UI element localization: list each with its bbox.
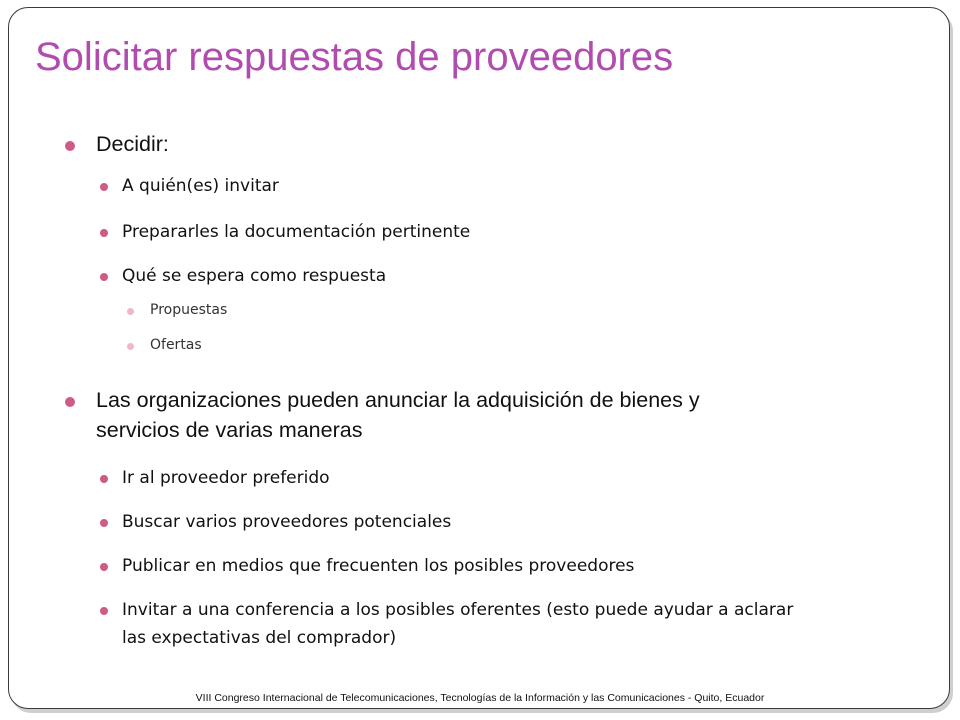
slide-title: Solicitar respuestas de proveedores	[35, 35, 674, 79]
bullet-invitar-conferencia-line2: las expectativas del comprador)	[122, 628, 397, 648]
bullet-dot	[65, 397, 75, 407]
bullet-las-organizaciones-line2: servicios de varias maneras	[96, 418, 363, 442]
bullet-dot	[127, 308, 134, 315]
bullet-ofertas: Ofertas	[150, 337, 202, 353]
bullet-dot	[127, 343, 134, 350]
bullet-a-quien-invitar: A quién(es) invitar	[122, 176, 279, 196]
bullet-buscar-proveedores: Buscar varios proveedores potenciales	[122, 512, 452, 532]
bullet-publicar-medios: Publicar en medios que frecuenten los posibles proveedores	[122, 556, 635, 576]
bullet-dot	[100, 183, 108, 191]
bullet-dot	[100, 273, 108, 281]
bullet-ir-al-proveedor: Ir al proveedor preferido	[122, 468, 330, 488]
bullet-invitar-conferencia-line1: Invitar a una conferencia a los posibles oferentes (esto puede ayudar a aclarar	[122, 600, 794, 620]
bullet-dot	[65, 141, 75, 151]
bullet-prepararles-documentacion: Prepararles la documentación pertinente	[122, 222, 471, 242]
bullet-dot	[100, 519, 108, 527]
bullet-dot	[100, 563, 108, 571]
bullet-las-organizaciones-line1: Las organizaciones pueden anunciar la adquisición de bienes y	[96, 388, 700, 412]
bullet-dot	[100, 607, 108, 615]
bullet-propuestas: Propuestas	[150, 302, 228, 318]
bullet-dot	[100, 229, 108, 237]
bullet-dot	[100, 475, 108, 483]
slide-footer: VIII Congreso Internacional de Telecomunicaciones, Tecnologías de la Información y las Comunicaciones - Quito, Ecuador	[195, 692, 765, 704]
bullet-que-se-espera: Qué se espera como respuesta	[122, 266, 387, 286]
bullet-decidir: Decidir:	[96, 132, 169, 156]
